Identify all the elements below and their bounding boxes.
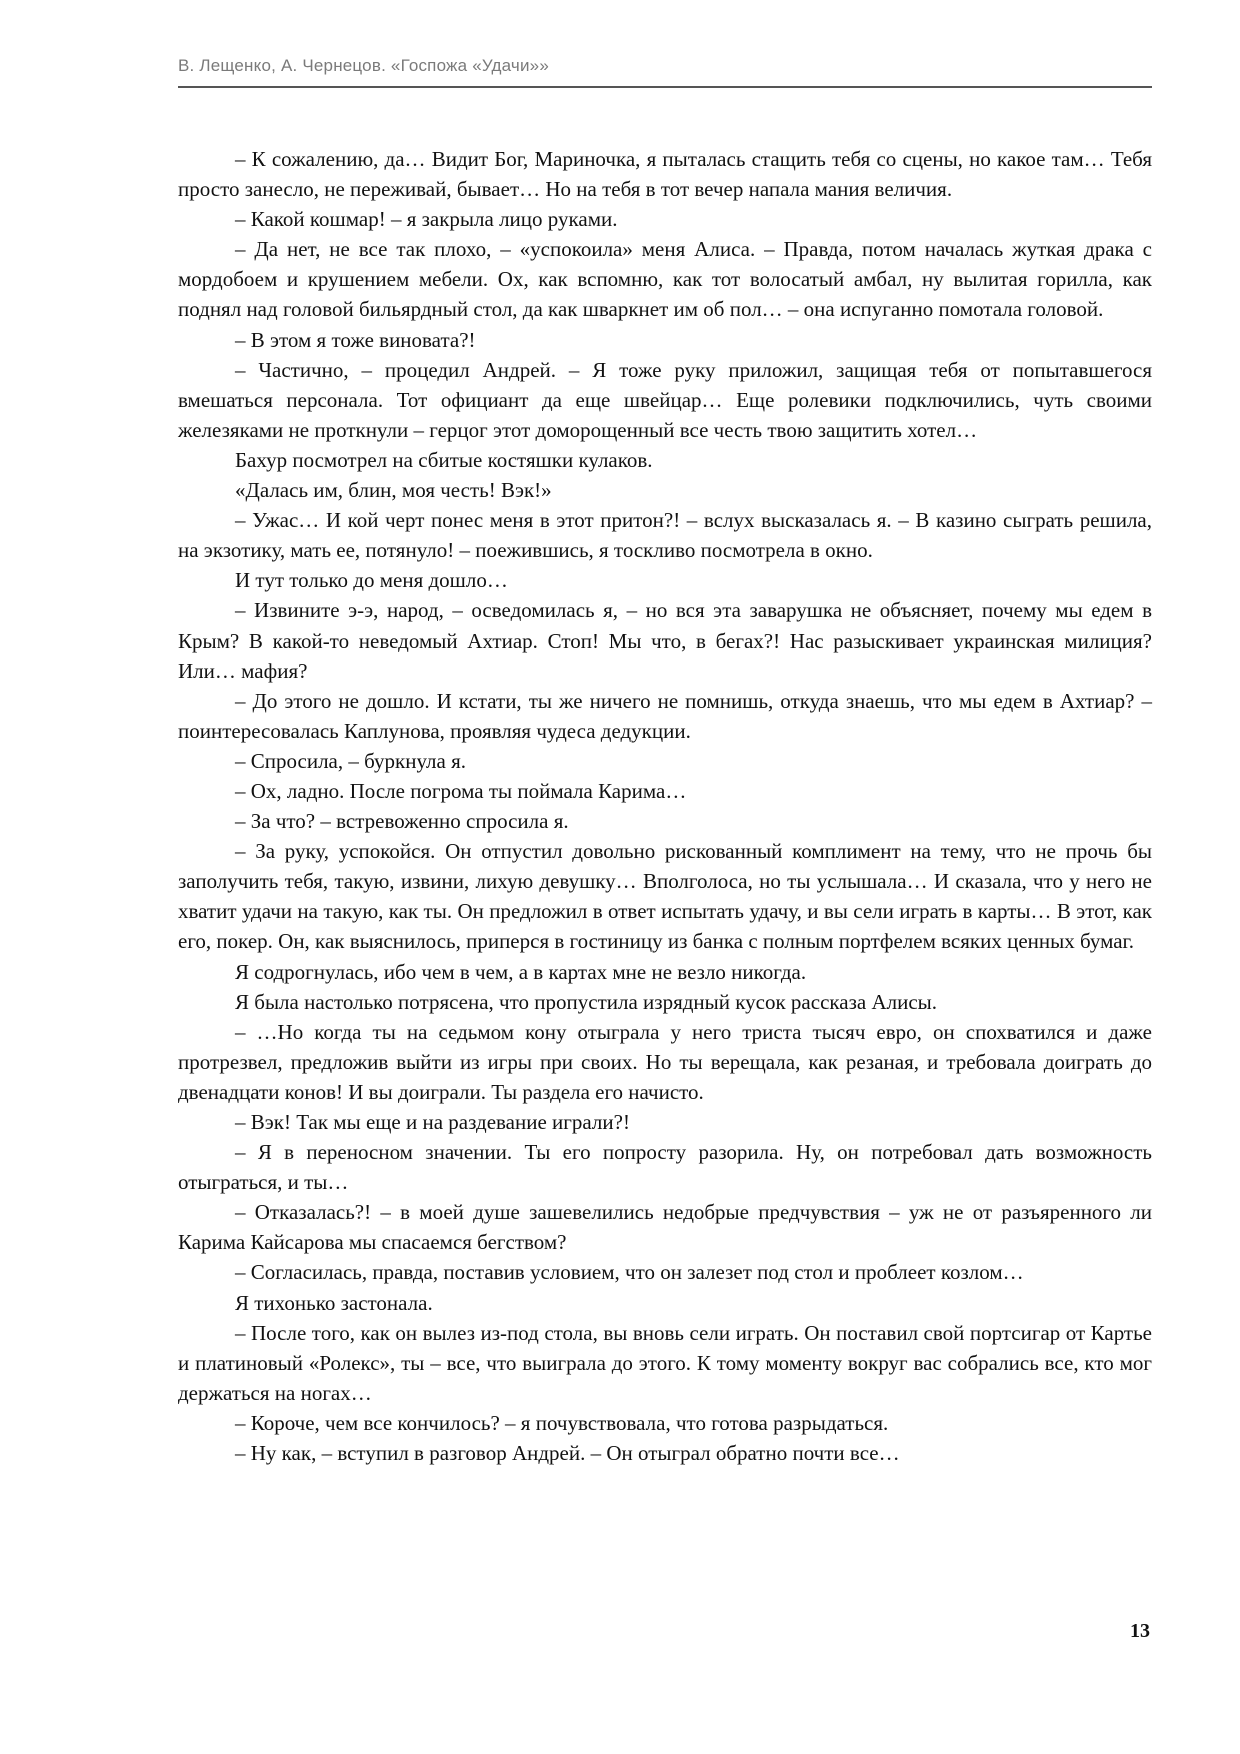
paragraph: – Вэк! Так мы еще и на раздевание играли?! [235,1110,630,1134]
paragraph: – Согласилась, правда, поставив условием, что он залезет под стол и проблеет козлом… [235,1260,1024,1285]
paragraph: – К сожалению, да… Видит Бог, Мариночка, я пыталась стащить тебя со сцены, но какое там… Тебя просто занесло, не переживай, бывает… Но на тебя в тот вечер напала мания величия. [178,147,1152,202]
paragraph: Бахур посмотрел на сбитые костяшки кулаков. [235,447,653,472]
header-divider [178,86,1152,88]
paragraph: – Спросила, – буркнула я. [235,748,466,773]
running-header: В. Лещенко, А. Чернецов. «Госпожа «Удачи»» [178,56,549,75]
paragraph: – Ну как, – вступил в разговор Андрей. – Он отыграл обратно почти все… [235,1441,900,1466]
paragraph: – Какой кошмар! – я закрыла лицо руками. [235,207,618,232]
paragraph: – …Но когда ты на седьмом кону отыграла у него триста тысяч евро, он спохватился и даже протрезвел, предложив выйти из игры при своих. Но ты верещала, как резаная, и требовала доиграть до двенадцати конов! И вы доиграли. Ты раздела его начисто. [178,1019,1152,1104]
paragraph: – Частично, – процедил Андрей. – Я тоже руку приложил, защищая тебя от попытавшегося вмешаться персонала. Тот официант да еще швейцар… Еще ролевики подключились, чуть своими железяками не проткнули – герцог этот доморощенный все честь твою защитить хотел… [178,357,1152,442]
paragraph: И тут только до меня дошло… [235,568,508,593]
paragraph: – Ох, ладно. После погрома ты поймала Карима… [235,778,687,803]
paragraph: – Короче, чем все кончилось? – я почувствовала, что готова разрыдаться. [235,1410,889,1435]
body-text [178,144,1152,1468]
paragraph: – До этого не дошло. И кстати, ты же ничего не помнишь, откуда знаешь, что мы едем в Ахтиар? – поинтересовалась Каплунова, проявляя чудеса дедукции. [178,688,1152,743]
paragraph: – Отказалась?! – в моей душе зашевелились недобрые предчувствия – уж не от разъяренного ли Карима Кайсарова мы спасаемся бегством? [178,1200,1152,1255]
page-number: 13 [1130,1620,1150,1642]
paragraph: – Я в переносном значении. Ты его попросту разорила. Ну, он потребовал дать возможность отыграться, и ты… [178,1140,1152,1195]
paragraph: «Далась им, блин, моя честь! Вэк!» [235,478,552,503]
paragraph: – Ужас… И кой черт понес меня в этот притон?! – вслух высказалась я. – В казино сыграть решила, на экзотику, мать ее, потянуло! – поежившись, я тоскливо посмотрела в окно. [178,508,1152,563]
paragraph: – Да нет, не все так плохо, – «успокоила» меня Алиса. – Правда, потом началась жуткая драка с мордобоем и крушением мебели. Ох, как вспомню, как тот волосатый амбал, ну вылитая горилла, как поднял над головой бильярдный стол, да как шваркнет им об пол… – она испуганно помотала головой. [178,237,1152,322]
paragraph: Я содрогнулась, ибо чем в чем, а в картах мне не везло никогда. [235,959,807,984]
paragraph: Я тихонько застонала. [235,1290,433,1315]
paragraph: – Извините э-э, народ, – осведомилась я, – но вся эта заварушка не объясняет, почему мы едем в Крым? В какой-то неведомый Ахтиар. Стоп! Мы что, в бегах?! Нас разыскивает украинская милиция? Или… мафия? [178,598,1152,683]
paragraph: – За руку, успокойся. Он отпустил довольно рискованный комплимент на тему, что не прочь бы заполучить тебя, такую, извини, лихую девушку… Вполголоса, но ты услышала… И сказала, что у него не хватит удачи на такую, как ты. Он предложил в ответ испытать удачу, и вы сели играть в карты… В этот, как его, покер. Он, как выяснилось, приперся в гостиницу из банка с полным портфелем всяких ценных бумаг. [178,839,1152,954]
paragraph: – В этом я тоже виновата?! [235,327,476,352]
paragraph: – После того, как он вылез из-под стола, вы вновь сели играть. Он поставил свой портсигар от Картье и платиновый «Ролекс», ты – все, что выиграла до этого. К тому моменту вокруг вас собрались все, кто мог держаться на ногах… [178,1320,1152,1405]
paragraph: – За что? – встревоженно спросила я. [235,809,569,834]
paragraph: Я была настолько потрясена, что пропустила изрядный кусок рассказа Алисы. [235,989,938,1014]
